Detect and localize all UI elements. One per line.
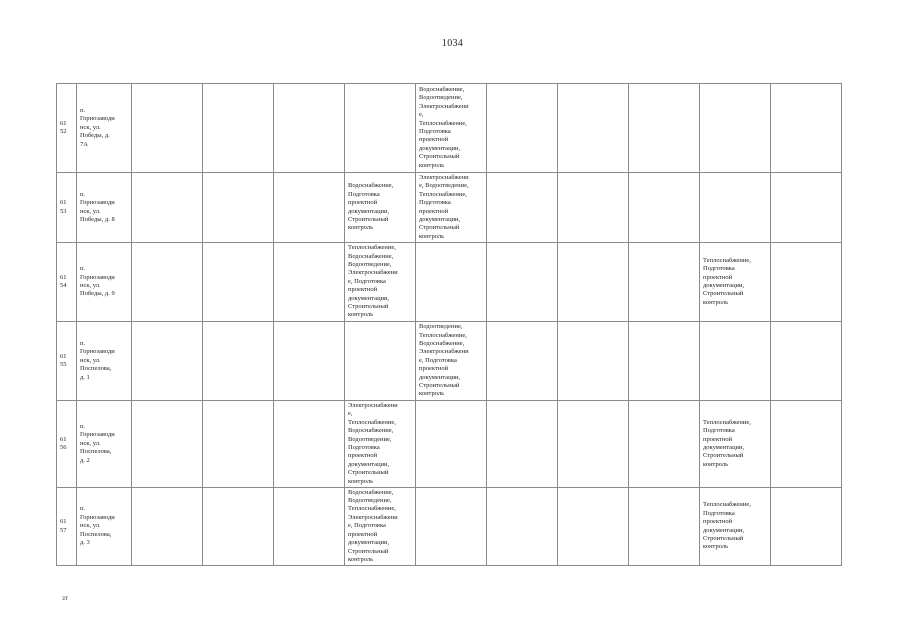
address-cell: п. Горнозаводи нск, ул. Победы, д. 9 [77,243,132,322]
row-number: 61 56 [57,401,77,488]
address-cell: п. Горнозаводи нск, ул. Победы, д. 8 [77,173,132,243]
program-table [56,83,842,566]
works-cell [416,243,487,322]
empty-cell [771,488,842,566]
empty-cell [771,401,842,488]
works-cell [700,173,771,243]
empty-cell [132,401,203,488]
row-number: 61 55 [57,322,77,401]
empty-cell [132,84,203,173]
empty-cell [558,488,629,566]
empty-cell [487,84,558,173]
works-cell: Теплоснабжение, Подготовка проектной документации, Строительный контроль [700,401,771,488]
works-cell [700,84,771,173]
empty-cell [771,173,842,243]
empty-cell [203,322,274,401]
address-cell: п. Горнозаводи нск, ул. Поспелова, д. 1 [77,322,132,401]
works-cell: Водоотведение, Теплоснабжение, Водоснабжение, Электроснабжени е, Подготовка проектной документации, Строительный контроль [416,322,487,401]
works-cell [416,488,487,566]
empty-cell [629,243,700,322]
address-cell: п. Горнозаводи нск, ул. Поспелова, д. 3 [77,488,132,566]
empty-cell [203,488,274,566]
empty-cell [203,243,274,322]
empty-cell [558,243,629,322]
empty-cell [487,488,558,566]
works-cell: Теплоснабжение, Подготовка проектной документации, Строительный контроль [700,243,771,322]
footer-mark: зт [62,594,68,602]
empty-cell [629,322,700,401]
row-number: 61 54 [57,243,77,322]
empty-cell [274,322,345,401]
works-cell: Электроснабжени е, Теплоснабжение, Водоснабжение, Водоотведение, Подготовка проектной документации, Строительный контроль [345,401,416,488]
works-cell [345,84,416,173]
empty-cell [771,84,842,173]
empty-cell [487,243,558,322]
table-row [57,488,842,566]
empty-cell [274,401,345,488]
empty-cell [274,173,345,243]
empty-cell [274,84,345,173]
empty-cell [203,401,274,488]
table-row [57,322,842,401]
empty-cell [771,322,842,401]
empty-cell [487,173,558,243]
works-cell [345,322,416,401]
works-cell [700,322,771,401]
empty-cell [487,401,558,488]
address-cell: п. Горнозаводи нск, ул. Поспелова, д. 2 [77,401,132,488]
works-cell: Водоснабжение, Водоотведение, Электроснабжени е, Теплоснабжение, Подготовка проектной документации, Строительный контроль [416,84,487,173]
empty-cell [558,322,629,401]
row-number: 61 53 [57,173,77,243]
works-cell: Водоснабжение, Подготовка проектной документации, Строительный контроль [345,173,416,243]
works-cell: Водоснабжение, Водоотведение, Теплоснабжение, Электроснабжени е, Подготовка проектной документации, Строительный контроль [345,488,416,566]
page-number: 1034 [441,38,464,49]
empty-cell [132,243,203,322]
table-row [57,243,842,322]
empty-cell [487,322,558,401]
works-cell: Теплоснабжение, Водоснабжение, Водоотведение, Электроснабжени е, Подготовка проектной документации, Строительный контроль [345,243,416,322]
empty-cell [629,173,700,243]
empty-cell [274,243,345,322]
empty-cell [203,84,274,173]
works-cell [416,401,487,488]
empty-cell [274,488,345,566]
empty-cell [132,488,203,566]
empty-cell [132,322,203,401]
empty-cell [203,173,274,243]
table-row [57,173,842,243]
row-number: 61 57 [57,488,77,566]
empty-cell [629,401,700,488]
table-row [57,401,842,488]
empty-cell [558,84,629,173]
empty-cell [629,84,700,173]
works-cell: Электроснабжени е, Водоотведение, Теплоснабжение, Подготовка проектной документации, Строительный контроль [416,173,487,243]
empty-cell [132,173,203,243]
empty-cell [771,243,842,322]
row-number: 61 52 [57,84,77,173]
empty-cell [558,401,629,488]
empty-cell [629,488,700,566]
empty-cell [558,173,629,243]
address-cell: п. Горнозаводи нск, ул. Победы, д. 7А [77,84,132,173]
works-cell: Теплоснабжение, Подготовка проектной документации, Строительный контроль [700,488,771,566]
table-row [57,84,842,173]
